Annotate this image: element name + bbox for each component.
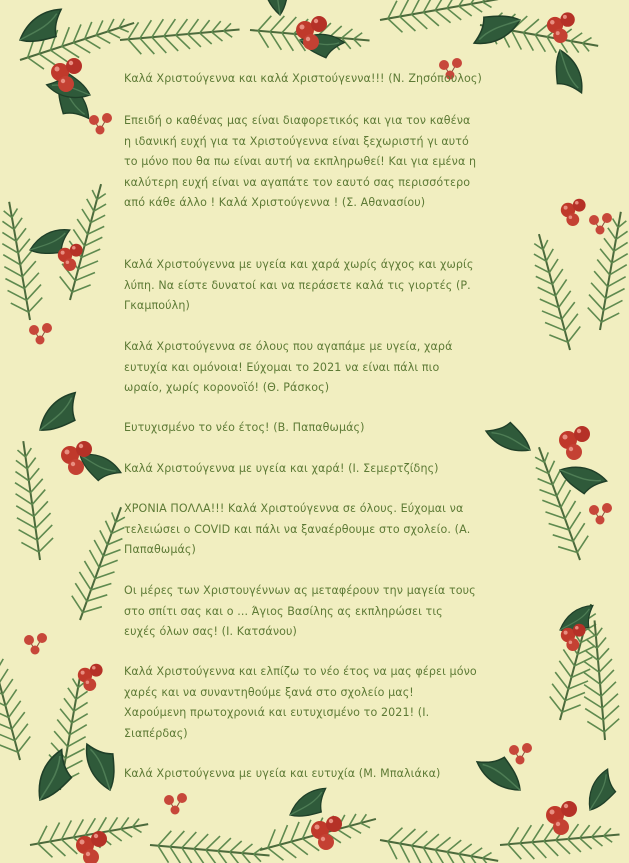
wish-siaperdas: Καλά Χριστούγεννα και ελπίζω το νέο έτος να μας φέρει μόνο χαρές και να συναντηθούμε ξανά στο σχολείο μας! Χαρούμενη πρωτοχρονιά και ευτυχισμένο το 2021! (Ι. Σιαπέρδας) bbox=[124, 665, 477, 740]
wish-papathomas-v: Ευτυχισμένο το νέο έτος! (Β. Παπαθωμάς) bbox=[124, 421, 365, 434]
wish-semertzidis: Καλά Χριστούγεννα με υγεία και χαρά! (Ι. Σεμερτζίδης) bbox=[124, 462, 439, 475]
wish-baliaka: Καλά Χριστούγεννα με υγεία και ευτυχία (Μ. Μπαλιάκα) bbox=[124, 767, 441, 780]
wish-katsanou: Οι μέρες των Χριστουγέννων ας μεταφέρουν την μαγεία τους στο σπίτι σας και ο ... Άγιος Βασίλης ας εκπληρώσει τις ευχές όλων σας! (Ι. Κατσάνου) bbox=[124, 584, 476, 638]
wish-raskos: Καλά Χριστούγεννα σε όλους που αγαπάμε με υγεία, χαρά ευτυχία και ομόνοια! Εύχομαι το 2021 να είναι πάλι πιο ωραίο, χωρίς κορονοϊό! (Θ. Ράσκος) bbox=[124, 340, 453, 394]
wish-athanasiou: Επειδή ο καθένας μας είναι διαφορετικός και για τον καθένα η ιδανική ευχή για τα Χριστούγεννα είναι ξεχωριστή γι αυτό το μόνο που θα πω είναι αυτή να εκπληρωθεί! Και για εμένα η καλύτερη ευχή είναι να αγαπάτε τον εαυτό σας περισσότερο από κάθε άλλο ! Καλά Χριστούγεννα ! (Σ. Αθανασίου) bbox=[124, 114, 477, 209]
wish-papathomas-a: ΧΡΟΝΙΑ ΠΟΛΛΑ!!! Καλά Χριστούγεννα σε όλους. Εύχομαι να τελειώσει ο COVID και πάλι να ξαναέρθουμε στο σχολείο. (Α. Παπαθωμάς) bbox=[124, 502, 471, 556]
wish-zisopoulos: Καλά Χριστούγεννα και καλά Χριστούγεννα!!! (Ν. Ζησόπουλος) bbox=[124, 72, 482, 85]
wish-gkampouli: Καλά Χριστούγεννα με υγεία και χαρά χωρίς άγχος και χωρίς λύπη. Να είστε δυνατοί και να περάσετε καλά τις γιορτές (Ρ. Γκαμπούλη) bbox=[124, 258, 474, 312]
